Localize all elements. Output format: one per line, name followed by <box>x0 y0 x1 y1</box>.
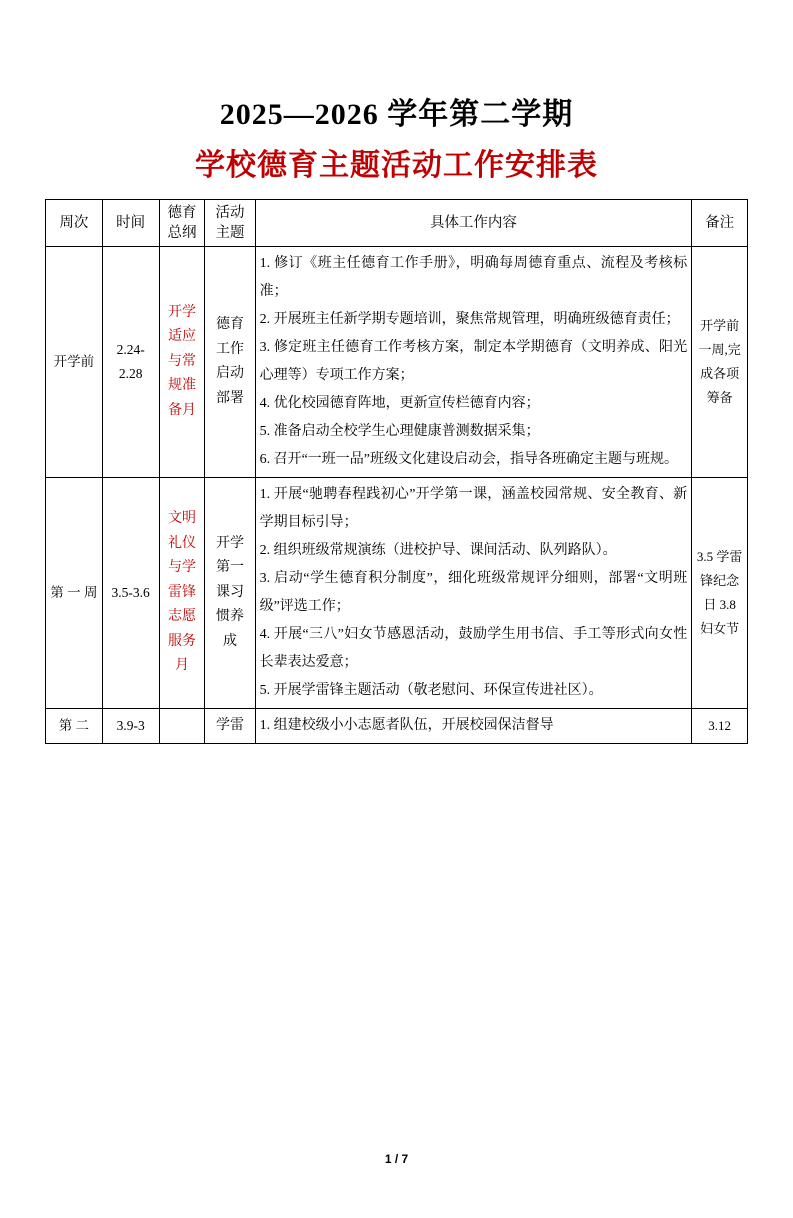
cell-week: 第 一 周 <box>46 478 103 709</box>
cell-outline <box>159 709 205 744</box>
cell-time: 2.24-2.28 <box>102 247 159 478</box>
column-header-theme: 活动主题 <box>205 199 255 247</box>
table-header-row <box>46 199 748 247</box>
cell-remark: 开学前一周,完成各项筹备 <box>692 247 748 478</box>
table-row <box>46 247 748 478</box>
cell-theme: 德育工作启动部署 <box>205 247 255 478</box>
cell-theme: 开学第一课习惯养成 <box>205 478 255 709</box>
table-body <box>46 247 748 744</box>
cell-content <box>255 247 692 478</box>
page-number: 1 / 7 <box>384 1152 409 1166</box>
content-item: 1. 修订《班主任德育工作手册》，明确每周德育重点、流程及考核标准； <box>259 256 688 300</box>
column-header-remark: 备注 <box>692 199 748 247</box>
column-header-outline: 德育总纲 <box>159 199 205 247</box>
content-item: 1. 组建校级小小志愿者队伍，开展校园保洁督导 <box>259 718 554 734</box>
content-item: 4. 开展“三八”妇女节感恩活动，鼓励学生用书信、手工等形式向女性长辈表达爱意； <box>259 627 688 671</box>
cell-remark: 3.5 学雷锋纪念日 3.8 妇女节 <box>692 478 748 709</box>
content-item: 4. 优化校园德育阵地，更新宣传栏德育内容； <box>259 396 540 412</box>
cell-content <box>255 478 692 709</box>
content-item: 1. 开展“驰聘春程践初心”开学第一课，涵盖校园常规、安全教育、新学期目标引导； <box>259 487 688 531</box>
content-item: 5. 开展学雷锋主题活动（敬老慰问、环保宣传进社区）。 <box>259 683 603 699</box>
cell-outline: 开学适应与常规准备月 <box>159 247 205 478</box>
cell-time: 3.5-3.6 <box>102 478 159 709</box>
cell-week: 开学前 <box>46 247 103 478</box>
content-item: 3. 启动“学生德育积分制度”，细化班级常规评分细则，部署“文明班级”评选工作； <box>259 571 688 615</box>
table-header <box>46 199 748 247</box>
content-item: 2. 组织班级常规演练（进校护导、课间活动、队列路队）。 <box>259 543 617 559</box>
page-title-line2: 学校德育主题活动工作安排表 <box>195 148 598 182</box>
content-item: 6. 召开“一班一品”班级文化建设启动会，指导各班确定主题与班规。 <box>259 452 679 468</box>
cell-content <box>255 709 692 744</box>
content-item: 3. 修定班主任德育工作考核方案，制定本学期德育（文明养成、阳光心理等）专项工作方案； <box>259 340 688 384</box>
column-header-time: 时间 <box>102 199 159 247</box>
table-row <box>46 709 748 744</box>
content-item: 2. 开展班主任新学期专题培训，聚焦常规管理，明确班级德育责任； <box>259 312 680 328</box>
cell-time: 3.9-3 <box>102 709 159 744</box>
column-header-week: 周次 <box>46 199 103 247</box>
cell-theme: 学雷 <box>205 709 255 744</box>
schedule-table <box>45 199 748 745</box>
page-title-line1: 2025—2026 学年第二学期 <box>219 98 574 131</box>
content-item: 5. 准备启动全校学生心理健康普测数据采集； <box>259 424 540 440</box>
cell-remark: 3.12 <box>692 709 748 744</box>
cell-outline: 文明礼仪与学雷锋志愿服务月 <box>159 478 205 709</box>
document-page <box>0 96 793 1218</box>
column-header-content: 具体工作内容 <box>255 199 692 247</box>
cell-week: 第 二 <box>46 709 103 744</box>
table-row <box>46 478 748 709</box>
